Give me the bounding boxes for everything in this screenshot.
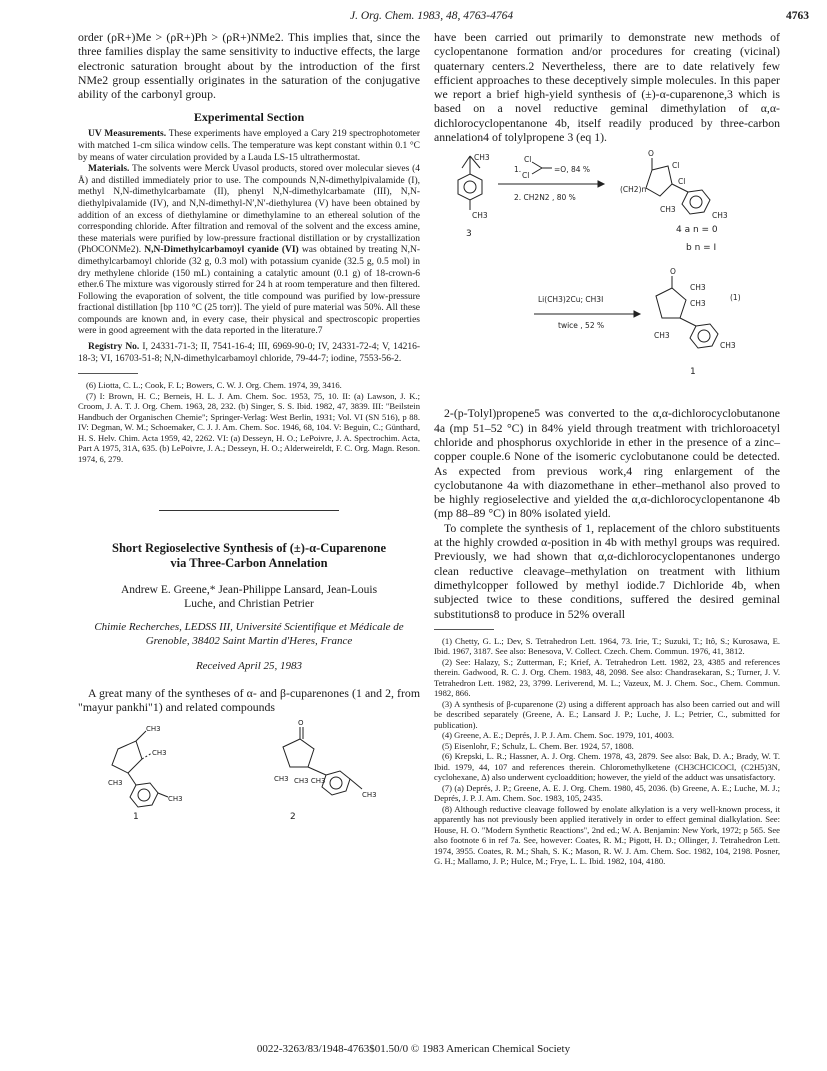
aromatic-circle: [330, 777, 342, 789]
article-affiliation: Chimie Recherches, LEDSS III, Université Scientifique et Médicale de Grenoble, 38402 Saint Martin d'Heres, France: [94, 621, 404, 647]
vinyl-bond: [462, 156, 470, 168]
ch3-label: CH3: [168, 794, 183, 803]
oxygen-label: O: [670, 267, 676, 277]
cuparenone-structures-svg: [78, 719, 420, 823]
aryl-ring-1: [130, 783, 158, 807]
aryl-bond: [680, 318, 696, 326]
aryl-ring-2: [322, 771, 350, 795]
abstract-paragraph: A great many of the syntheses of α- and β-cuparenones (1 and 2, from "mayur pankhi"1) and related compounds: [78, 686, 420, 715]
reaction-scheme-svg: [434, 148, 780, 406]
materials-text: The solvents were Merck Uvasol products, stored over molecular sieves (4 Å) and distilled immediately prior to use. The compounds N,N-dimethylpivalamide (I), methyl N,N-dimethylcarbamate (II), phenyl N,N-dimethylcarbamate (III), N,N-diethylpivalamide (IV), and N,N-dimethyl-N′,N′-diethylurea (V) have been obtained by addition of an excess of diethylamine or dimethylamine to an ethereal solution of the corresponding chloride. After filtration and removal of the solvent and the excess amine, these materials were purified by low-pressure fractional distillation or by crystallization (PhOCONMe2).: [78, 164, 420, 256]
cl-label: Cl: [672, 161, 680, 171]
compound-3-label: 3: [466, 229, 472, 240]
footnote-divider-right: [434, 629, 494, 630]
footnote-4: (4) Greene, A. E.; Deprés, J. P. J. Am. Chem. Soc. 1979, 101, 4003.: [442, 730, 675, 741]
equation-number: (1): [730, 293, 741, 303]
uv-text: These experiments have employed a Cary 219 spectrophotometer with matched 1-cm silica window cells. The temperature was kept constant within 0.1 °C by means of water circulation provided by a Lauda LS-15 ultrathermostat.: [78, 129, 421, 163]
article-authors: Andrew E. Greene,* Jean-Philippe Lansard, Jean-Louis Luche, and Christian Petrier: [120, 584, 378, 611]
aryl-bond: [128, 773, 136, 785]
cyclopentanone-ring-2: [283, 739, 314, 767]
arrowhead: [634, 311, 640, 317]
left-column: [78, 30, 420, 823]
ch3-label: CH3: [362, 790, 377, 799]
cl-label: Cl: [524, 155, 532, 165]
ch3-label: CH3: [654, 331, 670, 341]
ch3-label: CH3: [690, 283, 706, 293]
scheme-step2-label: 2. CH2N2 , 80 %: [514, 193, 576, 203]
ch3-label: CH3: [274, 774, 289, 783]
page-number: 4763: [786, 10, 809, 22]
ch3-label: CH3: [660, 205, 676, 215]
cl-label: Cl: [678, 177, 686, 187]
materials-label: Materials.: [88, 164, 130, 175]
materials-paragraph: [78, 164, 420, 338]
cyanide-text: was obtained by treating N,N-dimethylcarbamoyl chloride (32 g, 0.3 mol) with potassium cyanide (32.5 g, 0.5 mol) in dry methylene chloride (150 mL) containing a catalytic amount (0.1 g) of 18-crown-6 ether.6 The mixture was vigorously stirred for 24 h at room temperature and then filtered. Following the evaporation of solvent, the title compound was purified by low-pressure fractional distillation [bp 110 °C (25 torr)]. The yield of pure material was 50%. All these compounds are known and, in every case, their physical and spectroscopic properties were in good agreement with the data reported in the literature.7: [78, 245, 420, 337]
cyclobutanone-ring: [646, 166, 672, 196]
footnote-8: (8) Although reductive cleavage followed by enolate alkylation is a very well-known process, it apparently has not previously been applied iteratively in order to effect geminal dialkylation. See: House, H. O. "Modern Synthetic Reactions", 2nd ed.; W. A. Benjamin: New York, 1972; p 565. See also footnote 6 in ref 7a. See, however: Coates, R. M.; Pigott, H. D.; Ollinger, J. Tetrahedron Lett. 1974, 3955. Coates, R. M.; Shah, S. K.; Mason, R. W. J. Am. Chem. Soc. 1982, 104, 2198. Posner, G. H.; Mallamo, J. P.; Hulce, M.; Frye, L. L. Ibid. 1982, 104, 4180.: [434, 803, 780, 867]
ch3-label: CH3: [152, 748, 167, 757]
left-footnotes: [78, 380, 420, 464]
right-paragraph-2: To complete the synthesis of 1, replacement of the chloro substituents at the highly crowded α-position in 4b with methyl groups was required. Previously, we had shown that α,α-dichlorocyclopentanones undergo clean reductive cleavage–methylation on treatment with lithium dimethylcopper followed by methyl iodide.7 Dichloride 4b, when subjected twice to these conditions, suffered the desired geminal substitutions8 to produce in 52% overall: [434, 520, 780, 621]
cyclopentanone-ring-product: [656, 288, 686, 318]
aryl-ring-3: [458, 174, 482, 200]
aromatic-circle: [698, 330, 710, 342]
structure-2-label: 2: [290, 811, 296, 822]
registry-text: I, 24331-71-3; II, 7541-16-4; III, 6969-90-0; IV, 24331-72-4; V, 14216-18-3; VI, 16703-51-8; N,N-dimethylcarbamoyl chloride, 79-44-7; iodine, 7553-56-2.: [78, 342, 420, 364]
reaction-scheme: [434, 148, 780, 406]
methyl-bond-dashed: [142, 753, 152, 759]
ketene-bond: [532, 168, 542, 174]
ch3-label: CH3: [472, 211, 488, 221]
left-intro-paragraph: order (ρR+)Me > (ρR+)Ph > (ρR+)NMe2. This implies that, since the three families display the same sensitivity to inductive effects, the large electronic saturation brought about by the introduction of the first NMe2 group essentially originates in the saturation of the conjugative ability of the carbonyl group.: [78, 30, 420, 102]
cyclopentanone-ring-1: [112, 741, 142, 773]
footnote-divider: [78, 373, 138, 374]
oxygen-label: O: [648, 149, 654, 159]
ch3-label: CH3: [146, 724, 161, 733]
right-paragraph-1: 2-(p-Tolyl)propene5 was converted to the α,α-dichlorocyclobutanone 4a (mp 51–52 °C) in 84% yield through treatment with trichloroacetyl chloride and phosphorus oxychloride in ether in the presence of a zinc–copper couple.6 None of the isomeric cyclobutanone could be detected. As expected from previous work,4 ring enlargement of the cyclobutanone 4a with diazomethane in ether–methanol also proved to be highly regioselective and yielded the α,α-dichlorocyclopentanone 4b (mp 88–89 °C) in 80% isolated yield.: [434, 406, 780, 521]
scheme-reagent2: Li(CH3)2Cu; CH3I: [538, 295, 604, 305]
compound-4b-label: b n = I: [686, 243, 717, 254]
methyl-bond: [136, 731, 146, 741]
oxygen-label: O: [298, 718, 304, 727]
footnote-2: (2) See: Halazy, S.; Zutterman, F.; Krief, A. Tetrahedron Lett. 1982, 23, 4385 and references therein. Gadwood, R. C. J. Org. Chem. 1983, 48, 2098. See also: Chandrasekaran, S.; Turner, J. V. Tetrahedron Lett. 1982, 23, 3799. Leriverend, M. L.; Vazeux, M. J. Chem. Soc., Chem. Commun. 1982, 866.: [434, 656, 780, 699]
ch3-label: CH3: [474, 153, 490, 163]
ch3-label: CH3: [712, 211, 728, 221]
footnote-7: (7) I: Brown, H. C.; Berneis, H. L. J. Am. Chem. Soc. 1953, 75, 10. II: (a) Lawson, J. K.; Croom, J. A. T. J. Org. Chem. 1963, 28, 232. (b) Singer, S. S. Ibid. 1982, 47, 3839. III: "Beilstein Handbuch der Organischen Chemie"; Springer-Verlag: West Berlin, 1931; Vol. VI (SN 516), p 88. IV: Degman, W. M.; Schoemaker, C. J. J. Am. Chem. Soc. 1946, 68, 104. V: Beguin, C.; Günthard, H. S. Helv. Chim. Acta 1959, 42, 2262. VI: (a) Desseyn, H. O.; LePoivre, J. A. Spectrochim. Acta, Part A 1975, 31A, 635. (b) LePoivre, J. A.; Desseyn, H. O.; Alderweireldt, F. C. Org. Magn. Reson. 1974, 6, 279.: [78, 390, 420, 464]
ch3-label: CH3: [690, 299, 706, 309]
compound-4a-label: 4 a n = 0: [676, 225, 718, 236]
cl-label: Cl: [522, 171, 530, 181]
footnote-3: (3) A synthesis of β-cuparenone (2) using a different approach has also been carried out and will be described separately (Greene, A. E.; Lansard J. P.; Luche, J. L.; Petrier, C., submitted for publication).: [434, 698, 780, 730]
received-date: Received April 25, 1983: [195, 660, 303, 673]
article-title: Short Regioselective Synthesis of (±)-α-Cuparenone via Three-Carbon Annelation: [112, 541, 386, 571]
footnote-7-right: (7) (a) Deprés, J. P.; Greene, A. E. J. Org. Chem. 1980, 45, 2036. (b) Greene, A. E.; Luche, M. J.; Deprés, J. P. J. Am. Chem. Soc. 1983, 105, 2435.: [434, 782, 780, 804]
footnote-6-right: (6) Krepski, L. R.; Hassner, A. J. Org. Chem. 1978, 43, 2879. See also: Bak, D. A.; Brady, W. T. Ibid. 1979, 44, 107 and references therein. Chloromethylketene (CH3CHClCOCl, (C2H5)3N, cyclohexane, Δ) also underwent cycloaddition; however, the yield of the adduct was unsatisfactory.: [434, 751, 780, 783]
running-header: J. Org. Chem. 1983, 48, 4763-4764: [350, 10, 514, 22]
cyanide-label: N,N-Dimethylcarbamoyl cyanide (VI): [144, 245, 299, 256]
scheme-step1-label: 1.: [514, 165, 522, 175]
aryl-ring-4: [682, 190, 710, 214]
uv-paragraph: [78, 129, 420, 164]
experimental-heading: Experimental Section: [193, 110, 305, 125]
structures-1-2: [78, 719, 420, 823]
compound-1-label: 1: [690, 367, 696, 378]
ch3-label: CH3 CH3: [294, 776, 326, 785]
aryl-bond: [308, 767, 326, 775]
ch3-label: CH3: [720, 341, 736, 351]
footnote-6: (6) Liotta, C. L.; Cook, F. L; Bowers, C. W. J. Org. Chem. 1974, 39, 3416.: [86, 380, 342, 391]
ch3-label: CH3: [108, 778, 123, 787]
methyl-bond: [158, 793, 168, 797]
methyl-bond: [350, 779, 362, 789]
experimental-body: [78, 129, 420, 365]
uv-label: UV Measurements.: [88, 129, 167, 140]
arrowhead: [598, 181, 604, 187]
ch2n-label: (CH2)n: [620, 185, 647, 195]
footnote-1: (1) Chetty, G. L.; Dev, S. Tetrahedron Lett. 1964, 73. Irie, T.; Suzuki, T.; Itô, S.; Kurosawa, E. Ibid. 1967, 3187. See also: Benesova, V. Collect. Czech. Chem. Commun. 1976, 41, 3812.: [434, 635, 780, 657]
page-footer: 0022-3263/83/1948-4763$01.50/0 © 1983 American Chemical Society: [256, 1043, 571, 1055]
aryl-ring-1b: [690, 324, 718, 348]
right-intro-paragraph: have been carried out primarily to demonstrate new methods of cyclopentanone formation and/or procedures for creating (vicinal) quaternary centers.2 Nevertheless, there are to date relatively few efficient approaches to these deceptively simple molecules. In this paper we report a brief high-yield synthesis of (±)-α-cuparenone,3 which is based on a novel reductive geminal dimethylation of α,α-dichlorocyclopentanone 4b, itself readily produced by three-carbon annelation4 of tolylpropene 3 (eq 1).: [434, 30, 780, 145]
aromatic-circle: [690, 196, 702, 208]
footnote-5: (5) Eisenlohr, F.; Schulz, L. Chem. Ber. 1924, 57, 1808.: [442, 740, 634, 751]
article-separator: [159, 510, 339, 511]
right-footnotes: [434, 636, 780, 867]
registry-paragraph: [78, 342, 420, 365]
registry-label: Registry No.: [88, 342, 140, 353]
ketene-bond: [532, 162, 542, 168]
scheme-reagent2b: twice , 52 %: [558, 321, 605, 331]
scheme-step1-yield: =O, 84 %: [554, 165, 591, 175]
structure-1-label: 1: [133, 811, 139, 822]
aromatic-circle: [464, 181, 476, 193]
aromatic-circle: [138, 789, 150, 801]
right-column: [434, 30, 780, 867]
